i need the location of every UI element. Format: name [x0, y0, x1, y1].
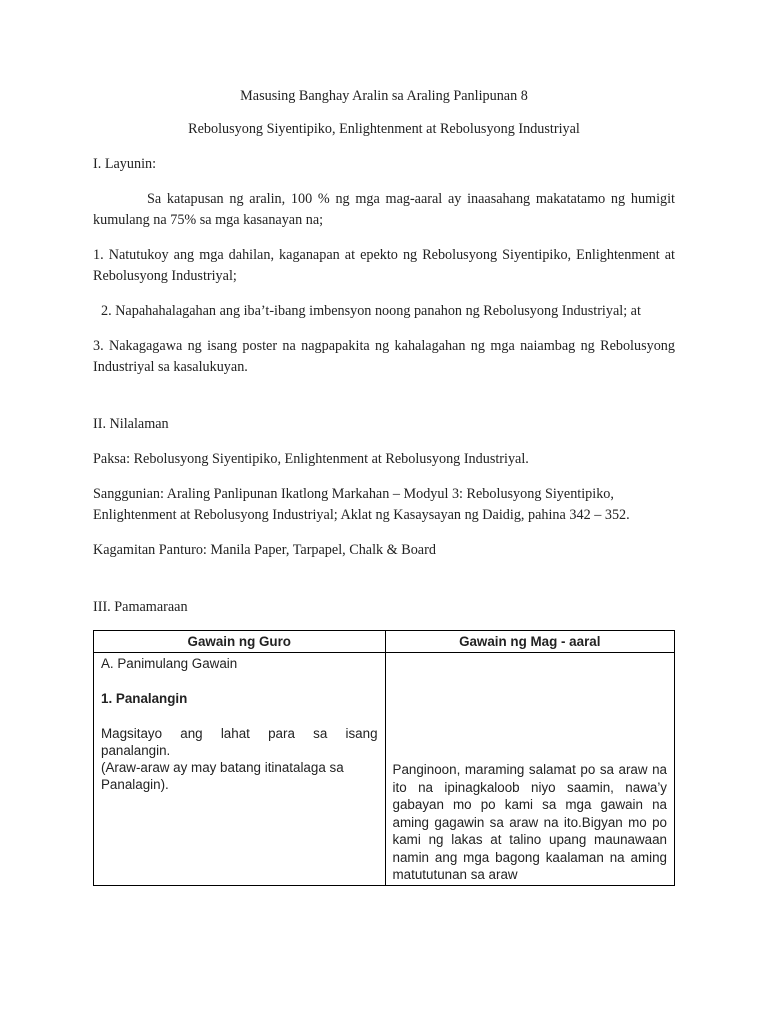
kagamitan-line: Kagamitan Panturo: Manila Paper, Tarpapel, Chalk & Board — [93, 542, 436, 558]
document-title: Masusing Banghay Aralin sa Araling Panlipunan 8 — [240, 88, 528, 104]
procedure-table — [93, 630, 675, 886]
objectives-intro: Sa katapusan ng aralin, 100 % ng mga mag-aaral ay inaasahang makatatamo ng humigit kumulang na 75% sa mga kasanayan na; — [93, 191, 675, 228]
section-heading-nilalaman: II. Nilalaman — [93, 416, 169, 432]
student-prayer-response: Panginoon, maraming salamat po sa araw na ito na ipinagkaloob niyo saamin, nawa’y gabayan mo po kami sa mga gawain na aming gagawin sa araw na ito.Bigyan mo po kami ng lakas at talino upang maunawaan namin ang mga bagong kaalaman na aming matututunan sa araw — [392, 762, 667, 882]
objective-item: 2. Napahahalagahan ang iba’t-ibang imbensyon noong panahon ng Rebolusyong Industriyal; at — [101, 303, 641, 319]
teacher-instruction: Magsitayo ang lahat para sa isang panalangin. — [101, 726, 378, 758]
sanggunian-line: Sanggunian: Araling Panlipunan Ikatlong Markahan – Modyul 3: Rebolusyong Siyentipiko, Enlightenment at Rebolusyong Industriyal; Aklat ng Kasaysayan ng Daidig, pahina 342 – 352. — [93, 486, 630, 523]
objective-item: 3. Nakagagawa ng isang poster na nagpapakita ng kahalagahan ng mga naiambag ng Rebolusyong Industriyal sa kasalukuyan. — [93, 338, 675, 375]
lesson-plan-page — [93, 80, 675, 886]
column-header-mag-aaral: Gawain ng Mag - aaral — [385, 631, 674, 653]
document-subtitle: Rebolusyong Siyentipiko, Enlightenment at Rebolusyong Industriyal — [188, 121, 580, 137]
activity-part-label: A. Panimulang Gawain — [101, 656, 238, 671]
table-header-row — [94, 631, 675, 653]
section-heading-pamamaraan: III. Pamamaraan — [93, 599, 188, 615]
table-row — [94, 653, 675, 886]
teacher-note: (Araw-araw ay may batang itinatalaga sa Panalagin). — [101, 760, 344, 792]
student-cell — [385, 653, 674, 886]
section-heading-layunin: I. Layunin: — [93, 156, 157, 172]
objective-item: 1. Natutukoy ang mga dahilan, kaganapan at epekto ng Rebolusyong Siyentipiko, Enlightenment at Rebolusyong Industriyal; — [93, 247, 675, 284]
column-header-guro: Gawain ng Guro — [94, 631, 386, 653]
activity-item-title: 1. Panalangin — [101, 691, 188, 706]
paksa-line: Paksa: Rebolusyong Siyentipiko, Enlightenment at Rebolusyong Industriyal. — [93, 451, 529, 467]
teacher-cell — [94, 653, 386, 886]
